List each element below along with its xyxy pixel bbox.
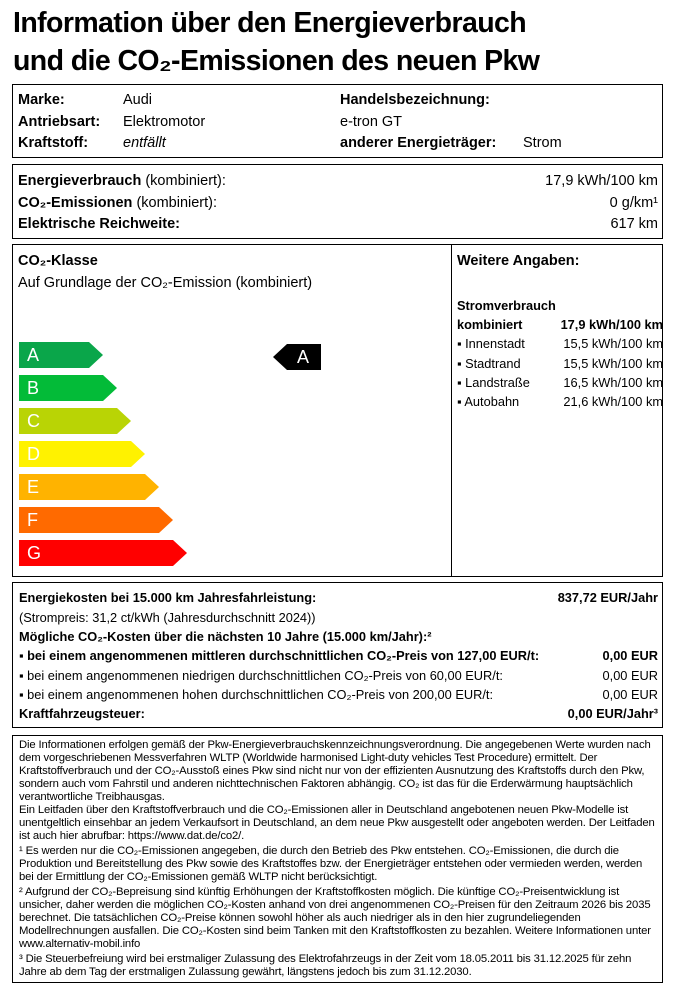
strompreis-note: (Strompreis: 31,2 ct/kWh (Jahresdurchschnitt 2024)) [19, 610, 316, 625]
stromverbrauch-landstrasse: ▪ Landstraße 16,5 kWh/100 km [457, 375, 663, 390]
stromverbrauch-autobahn: ▪ Autobahn 21,6 kWh/100 km [457, 394, 663, 409]
class-bar-d: D [19, 441, 145, 467]
section-divider [451, 245, 452, 576]
energy-consumption-value: 17,9 kWh/100 km [545, 173, 658, 189]
co2-emissions-value: 0 g/km¹ [609, 195, 658, 211]
co2-cost-scenario-low: ▪ bei einem angenommenen niedrigen durchschnittlichen CO₂-Preis von 60,00 EUR/t: 0,00 EUR [19, 668, 658, 683]
energy-costs-row: Energiekosten bei 15.000 km Jahresfahrleistung: 837,72 EUR/Jahr [19, 590, 658, 605]
class-bar-c: C [19, 408, 131, 434]
class-bar-b: B [19, 375, 117, 401]
stromverbrauch-innenstadt: ▪ Innenstadt 15,5 kWh/100 km [457, 336, 663, 351]
stromverbrauch-kombiniert: kombiniert 17,9 kWh/100 km [457, 317, 663, 332]
stromverbrauch-stadtrand: ▪ Stadtrand 15,5 kWh/100 km [457, 356, 663, 371]
footnotes-box [12, 735, 663, 983]
current-class-marker: A [273, 344, 321, 370]
co2-emissions-label: CO₂-Emissionen (kombiniert): [18, 195, 218, 211]
arrow-shape-icon [19, 474, 159, 500]
page-title-line-2: und die CO₂-Emissionen des neuen Pkw [13, 45, 540, 77]
handelsbezeichnung-label: Handelsbezeichnung: [340, 92, 490, 108]
handelsbezeichnung-value: e-tron GT [340, 114, 403, 130]
kraftstoff-label: Kraftstoff: [18, 135, 89, 151]
class-bar-a: A [19, 342, 103, 368]
arrow-shape-icon [19, 507, 173, 533]
electric-range-label: Elektrische Reichweite: [18, 216, 180, 232]
antriebsart-label: Antriebsart: [18, 114, 101, 130]
co2-class-subheading: Auf Grundlage der CO₂-Emission (kombiniert) [18, 275, 313, 291]
antriebsart-value: Elektromotor [123, 114, 206, 130]
footnote-3: ³ Die Steuerbefreiung wird bei erstmaliger Zulassung des Elektrofahrzeugs in der Zeit vom 18.05.2011 bis 31.12.2025 für zehn Jahre ab dem Tag der erstmaligen Zulassung gewährt, längstens jedoch bis zum 31.12.2030. [19, 953, 632, 978]
co2-cost-scenario-medium: ▪ bei einem angenommenen mittleren durchschnittlichen CO₂-Preis von 127,00 EUR/t: 0,00 EUR [19, 648, 658, 663]
energy-consumption-label: Energieverbrauch (kombiniert): [18, 173, 226, 189]
arrow-shape-icon [19, 540, 187, 566]
class-bar-g: G [19, 540, 187, 566]
footnote-2: ² Aufgrund der CO₂-Bepreisung sind künftig Erhöhungen der Kraftstoffkosten möglich. Die künftige CO₂-Preisentwicklung ist unsicher, daher werden die möglichen CO₂-Kosten anhand von drei angenommenen CO₂-Preisen für den Zeitraum 2026 bis 2035 berechnet. Die tatsächlichen CO₂-Preise können sowohl höher als auch niedriger als in den hier zugrundeliegenden Modellrechnungen ausfallen. Die CO₂-Kosten sind beim Tanken mit den Kraftstoffkosten zu bezahlen. Weitere Informationen unter www.alternativ-mobil.info [19, 886, 651, 950]
vehicle-tax-row: Kraftfahrzeugsteuer: 0,00 EUR/Jahr³ [19, 706, 658, 721]
co2-costs-heading: Mögliche CO₂-Kosten über die nächsten 10 Jahre (15.000 km/Jahr):² [19, 629, 432, 644]
co2-class-box [12, 244, 663, 577]
class-bar-e: E [19, 474, 159, 500]
footnote-intro: Die Informationen erfolgen gemäß der Pkw-Energieverbrauchskennzeichnungsverordnung. Die angegebenen Werte wurden nach dem vorgeschriebenen Messverfahren WLTP (Worldwide harmonised Light-duty vehicles Test Procedure) ermittelt. Der Kraftstoffverbrauch und der CO₂-Ausstoß eines Pkw sind nicht nur von der effizienten Ausnutzung des Kraftstoffs durch den Pkw, sondern auch vom Fahrstil und anderen nichttechnischen Faktoren abhängig. CO₂ ist das für die Erderwärmung hauptsächlich verantwortliche Treibhausgas. [19, 739, 651, 803]
footnote-guide: Ein Leitfaden über den Kraftstoffverbrauch und die CO₂-Emissionen aller in Deutschland angebotenen neuen Pkw-Modelle ist unentgeltlich einsehbar an jedem Verkaufsort in Deutschland, an dem neue Pkw ausgestellt oder angeboten werden. Der Leitfaden ist auch hier abrufbar: https://www.dat.de/co2/. [19, 804, 655, 842]
page-title [13, 4, 539, 80]
co2-cost-scenario-high: ▪ bei einem angenommenen hohen durchschnittlichen CO₂-Preis von 200,00 EUR/t: 0,00 EUR [19, 687, 658, 702]
class-bar-f: F [19, 507, 173, 533]
consumption-box [12, 164, 663, 239]
energietraeger-label: anderer Energieträger: [340, 135, 497, 151]
marke-label: Marke: [18, 92, 65, 108]
electric-range-value: 617 km [610, 216, 658, 232]
footnotes-text [19, 739, 659, 979]
marke-value: Audi [123, 92, 153, 108]
energietraeger-value: Strom [523, 135, 562, 151]
weitere-angaben-heading: Weitere Angaben: [457, 253, 580, 269]
stromverbrauch-heading: Stromverbrauch [457, 298, 556, 313]
kraftstoff-value: entfällt [123, 135, 166, 151]
co2-class-heading: CO₂-Klasse [18, 253, 98, 269]
vehicle-info-box [12, 84, 663, 158]
footnote-1: ¹ Es werden nur die CO₂-Emissionen angegeben, die durch den Betrieb des Pkw entstehen. CO₂-Emissionen, die durch die Produktion und Bereitstellung des Pkw sowie des Kraftstoffes bzw. der Energieträger entstehen oder vermieden werden, werden bei der Ermittlung der CO₂-Emissionen gemäß WLTP nicht berücksichtigt. [19, 845, 643, 883]
weitere-angaben-panel [453, 245, 663, 576]
page-title-line-1: Information über den Energieverbrauch [13, 7, 527, 39]
costs-box [12, 582, 663, 728]
